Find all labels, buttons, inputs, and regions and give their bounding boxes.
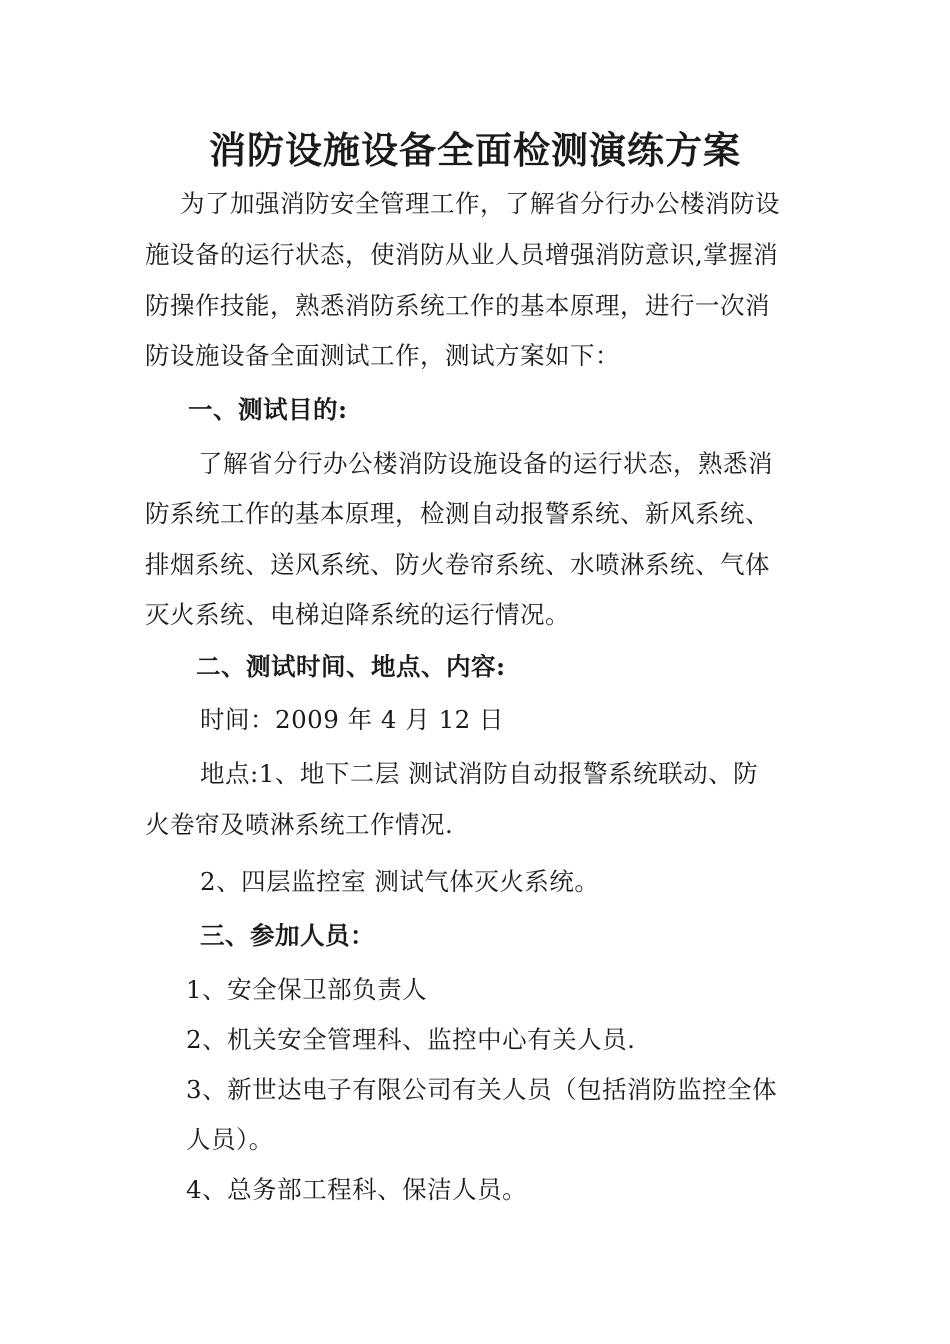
document-title: 消防设施设备全面检测演练方案	[209, 128, 741, 172]
intro-line-1: 为了加强消防安全管理工作，了解省分行办公楼消防设	[180, 189, 780, 218]
section2-heading: 二、测试时间、地点、内容:	[196, 652, 506, 681]
section2-time: 时间：2009 年 4 月 12 日	[200, 705, 505, 734]
section2-location2: 2、四层监控室 测试气体灭火系统。	[200, 867, 600, 896]
section3-item-3-line-1: 3、新世达电子有限公司有关人员（包括消防监控全体	[186, 1075, 778, 1104]
section3-item-3-line-2: 人员）。	[186, 1125, 274, 1154]
section1-line-1: 了解省分行办公楼消防设施设备的运行状态，熟悉消	[198, 449, 773, 478]
section1-line-3: 排烟系统、送风系统、防火卷帘系统、水喷淋系统、气体	[145, 550, 770, 579]
section3-heading: 三、参加人员：	[200, 921, 375, 950]
section3-item-2: 2、机关安全管理科、监控中心有关人员.	[186, 1025, 636, 1054]
intro-line-3: 防操作技能，熟悉消防系统工作的基本原理，进行一次消	[145, 291, 770, 320]
section1-line-4: 灭火系统、电梯迫降系统的运行情况。	[145, 600, 570, 629]
section1-line-2: 防系统工作的基本原理，检测自动报警系统、新风系统、	[145, 499, 770, 528]
section2-location1-line-1: 地点:1、地下二层 测试消防自动报警系统联动、防	[200, 759, 759, 788]
intro-line-2: 施设备的运行状态，使消防从业人员增强消防意识,掌握消	[145, 240, 779, 269]
section2-location1-line-2: 火卷帘及喷淋系统工作情况.	[145, 810, 454, 839]
section3-item-1: 1、安全保卫部负责人	[186, 975, 428, 1004]
section3-item-4: 4、总务部工程科、保洁人员。	[186, 1175, 528, 1204]
intro-line-4: 防设施设备全面测试工作，测试方案如下：	[145, 341, 620, 370]
section1-heading: 一、测试目的:	[188, 395, 348, 424]
